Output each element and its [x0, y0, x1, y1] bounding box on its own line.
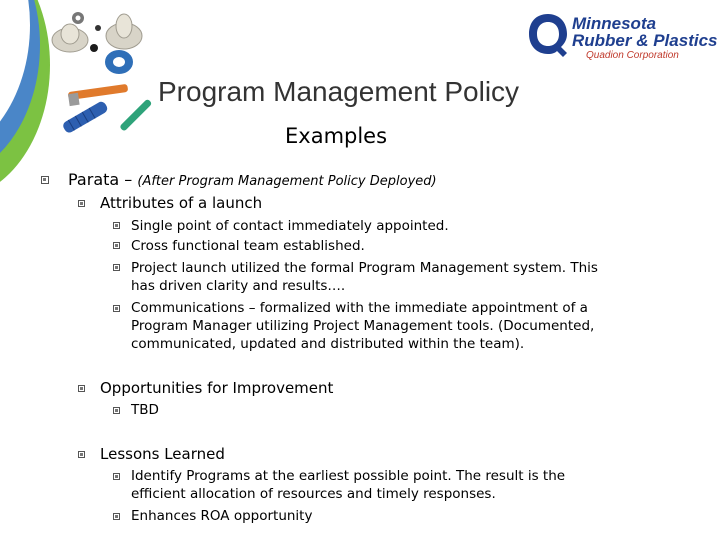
bullet-icon	[113, 407, 120, 414]
logo-line2: Rubber & Plastics	[572, 31, 718, 50]
page-title: Program Management Policy	[158, 76, 520, 107]
opportunities-heading: Opportunities for Improvement	[100, 379, 334, 397]
lesson-item-1-line1: Identify Programs at the earliest possible point. The result is the	[131, 468, 566, 484]
item-parata-note: (After Program Management Policy Deployed)	[137, 174, 437, 189]
attribute-item-3-line1: Project launch utilized the formal Program Management system. This	[131, 260, 598, 276]
attributes-heading: Attributes of a launch	[100, 194, 263, 212]
attribute-item-3-line2: has driven clarity and results….	[131, 278, 346, 294]
product-images	[44, 4, 174, 140]
attribute-item-4-line3: communicated, updated and distributed within the team).	[131, 336, 525, 352]
item-parata	[68, 170, 437, 189]
bullet-icon	[113, 242, 120, 249]
bullet-icon	[78, 200, 85, 207]
attribute-item-4-line1: Communications – formalized with the immediate appointment of a	[131, 300, 588, 316]
lesson-item-2: Enhances ROA opportunity	[131, 508, 313, 524]
bullet-icon	[113, 513, 120, 520]
lesson-item-1-line2: efficient allocation of resources and timely responses.	[131, 486, 496, 502]
bullet-icon	[78, 385, 85, 392]
company-logo	[526, 10, 716, 62]
bullet-icon	[113, 473, 120, 480]
item-parata-label: Parata –	[68, 170, 133, 189]
logo-emblem-icon	[526, 12, 570, 58]
bullet-icon	[41, 176, 49, 184]
bullet-icon	[113, 305, 120, 312]
logo-line1: Minnesota	[572, 14, 657, 33]
page-subtitle: Examples	[285, 124, 388, 148]
lessons-heading: Lessons Learned	[100, 445, 225, 463]
attribute-item-1: Single point of contact immediately appointed.	[131, 218, 449, 234]
attribute-item-4-line2: Program Manager utilizing Project Management tools. (Documented,	[131, 318, 595, 334]
bullet-icon	[113, 222, 120, 229]
opportunity-item-1: TBD	[131, 402, 159, 418]
logo-line3: Quadion Corporation	[586, 50, 679, 61]
bullet-icon	[113, 264, 120, 271]
attribute-item-2: Cross functional team established.	[131, 238, 365, 254]
bullet-icon	[78, 451, 85, 458]
